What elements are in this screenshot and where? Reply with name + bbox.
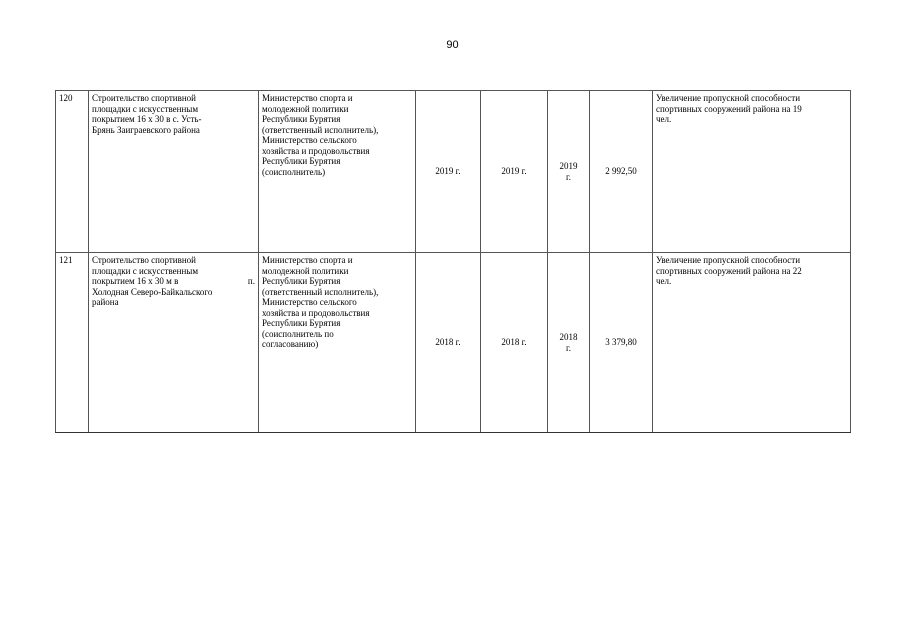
row-number: 121 bbox=[56, 253, 89, 433]
start-year: 2019 г. bbox=[416, 91, 481, 253]
executor: Министерство спорта и молодежной политики Республики Бурятия (ответственный исполнитель), Министерство сельского хозяйства и продовольствия Республики Бурятия (соисполнитель) bbox=[259, 91, 416, 253]
year-short: 2019 г. bbox=[548, 91, 590, 253]
program-table bbox=[55, 90, 851, 433]
amount: 2 992,50 bbox=[590, 91, 653, 253]
activity-name-line: района bbox=[92, 297, 119, 307]
amount: 3 379,80 bbox=[590, 253, 653, 433]
expected-result: Увеличение пропускной способности спортивных сооружений района на 22 чел. bbox=[653, 253, 851, 433]
activity-name-line: Холодная Северо-Байкальского bbox=[92, 286, 213, 297]
activity-name-part: п. bbox=[247, 276, 255, 286]
activity-name-line: Строительство спортивной bbox=[92, 255, 196, 265]
end-year: 2018 г. bbox=[481, 253, 548, 433]
table-row bbox=[56, 253, 851, 433]
end-year: 2019 г. bbox=[481, 91, 548, 253]
activity-name-line: площадки с искусственным bbox=[92, 265, 199, 276]
table-row bbox=[56, 91, 851, 253]
expected-result: Увеличение пропускной способности спортивных сооружений района на 19 чел. bbox=[653, 91, 851, 253]
activity-name-part: покрытием 16 х 30 м в bbox=[92, 276, 179, 286]
page-number: 90 bbox=[446, 39, 459, 51]
activity-name: Строительство спортивной площадки с искусственным покрытием 16 х 30 в с. Усть- Брянь Заиграевского района bbox=[89, 91, 259, 253]
activity-name bbox=[89, 253, 259, 433]
row-number: 120 bbox=[56, 91, 89, 253]
activity-name-line bbox=[92, 276, 255, 287]
start-year: 2018 г. bbox=[416, 253, 481, 433]
year-short: 2018 г. bbox=[548, 253, 590, 433]
executor: Министерство спорта и молодежной политики Республики Бурятия (ответственный исполнитель), Министерство сельского хозяйства и продовольствия Республики Бурятия (соисполнитель по согласованию) bbox=[259, 253, 416, 433]
